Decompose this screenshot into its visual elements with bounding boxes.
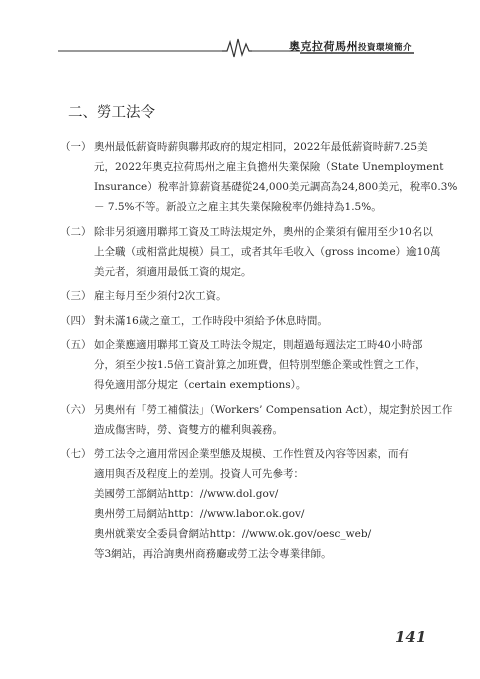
content-list	[60, 137, 458, 569]
list-item	[60, 400, 453, 440]
item-number: （五）	[60, 339, 92, 351]
item-number: （一）	[60, 141, 92, 153]
page-number: 141	[395, 628, 427, 646]
item-number: （七）	[60, 448, 92, 460]
item-line: 如企業應適用聯邦工資及工時法令規定，則超過每週法定工時40小時部	[94, 339, 423, 351]
item-line: 元，2022年奧克拉荷馬州之雇主負擔州失業保險（State Unemployment	[94, 161, 444, 173]
item-number: （二）	[60, 225, 92, 238]
item-line: 上全職（或相當此規模）員工，或者其年毛收入（gross income）逾10萬	[94, 245, 441, 258]
list-item	[60, 335, 426, 395]
item-number: （四）	[60, 314, 92, 327]
item-line: 造成傷害時，勞、資雙方的權利與義務。	[94, 423, 283, 436]
item-text	[94, 311, 420, 331]
item-text	[94, 286, 420, 306]
item-line: 分，須至少按1.5倍工資計算之加班費，但特別型態企業或性質之工作，	[94, 359, 426, 371]
item-line: 奧州勞工局網站http：//www.labor.ok.gov/	[94, 508, 305, 520]
item-number: （六）	[60, 403, 92, 416]
list-item	[60, 137, 458, 217]
item-line: 適用與否及程度上的差別。投資人可先參考：	[94, 468, 304, 480]
item-line: 對未滿16歲之童工，工作時段中須給予休息時間。	[94, 314, 328, 327]
header-subtitle: 投資環境簡介	[357, 43, 412, 53]
item-line: 得免適用部分規定（certain exemptions）。	[94, 379, 307, 391]
item-text	[94, 444, 420, 564]
item-line: 奧州最低薪資時薪與聯邦政府的規定相同，2022年最低薪資時薪7.25美	[94, 141, 428, 153]
item-line: 美元者，須適用最低工資的規定。	[94, 265, 252, 278]
item-line: Insurance）稅率計算薪資基礎從24,000美元調高為24,800美元，稅率0.3%	[94, 181, 458, 193]
item-line: － 7.5%不等。新設立之雇主其失業保險稅率仍維持為1.5%。	[94, 201, 382, 213]
item-line: 美國勞工部網站http：//www.dol.gov/	[94, 488, 279, 500]
list-item	[60, 222, 441, 282]
item-text	[94, 222, 441, 282]
item-line: 奧州就業安全委員會網站http：//www.ok.gov/oesc_web/	[94, 528, 372, 540]
list-item	[60, 286, 420, 306]
item-line: 另奧州有「勞工補償法」（Workers’ Compensation Act），規定對於因工作	[94, 403, 453, 416]
item-text	[94, 335, 426, 395]
item-line: 雇主每月至少須付2次工資。	[94, 290, 227, 302]
page-header	[0, 32, 480, 58]
header-title-main: 奧克拉荷馬州	[288, 40, 358, 53]
item-text	[94, 137, 458, 217]
section-title: 二、勞工法令	[68, 105, 155, 121]
list-item	[60, 444, 420, 564]
item-number: （三）	[60, 290, 92, 302]
item-line: 勞工法令之適用常因企業型態及規模、工作性質及內容等因素，而有	[94, 448, 409, 460]
header-title	[289, 38, 412, 54]
list-item	[60, 311, 420, 331]
item-line: 除非另須適用聯邦工資及工時法規定外，奧州的企業須有僱用至少10名以	[94, 225, 433, 238]
item-text	[94, 400, 453, 440]
item-line: 等3網站，再洽詢奧州商務廳或勞工法令專業律師。	[94, 548, 332, 560]
